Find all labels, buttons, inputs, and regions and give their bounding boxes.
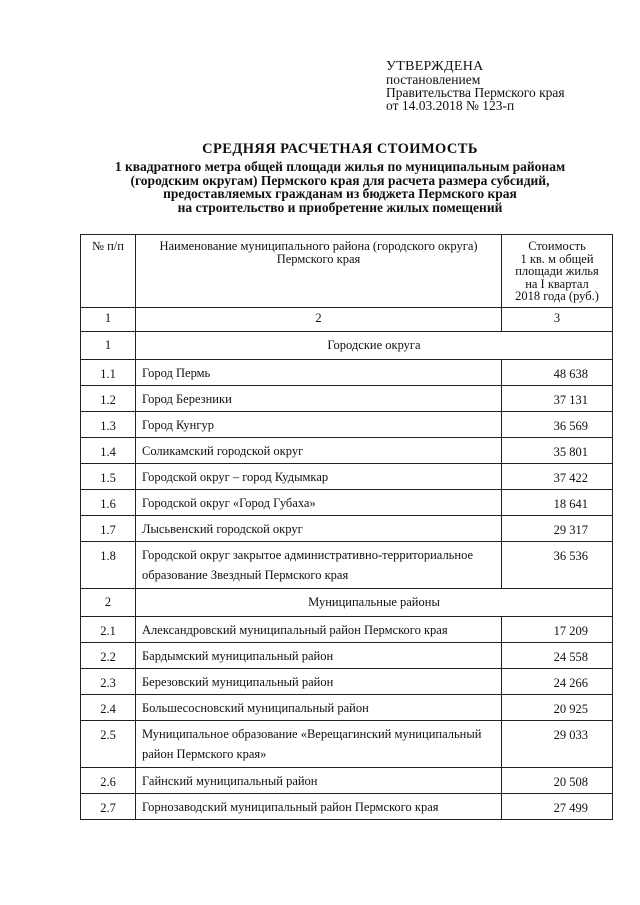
cost-table bbox=[80, 234, 613, 820]
row-name: Город Кунгур bbox=[136, 411, 502, 437]
row-value: 36 536 bbox=[502, 541, 613, 588]
row-name: Город Пермь bbox=[136, 359, 502, 385]
document-title: СРЕДНЯЯ РАСЧЕТНАЯ СТОИМОСТЬ bbox=[202, 141, 478, 157]
subtitle-line: 1 квадратного метра общей площади жилья по муниципальным районам bbox=[114, 159, 566, 174]
row-value: 37 131 bbox=[502, 385, 613, 411]
row-number: 1.2 bbox=[81, 385, 136, 411]
row-value: 24 558 bbox=[502, 642, 613, 668]
row-value: 36 569 bbox=[502, 411, 613, 437]
table-row bbox=[81, 541, 613, 588]
approval-line: постановлением bbox=[386, 72, 481, 87]
header-value-line: Стоимость bbox=[528, 239, 586, 253]
approval-line: Правительства Пермского края bbox=[386, 85, 565, 100]
row-value: 37 422 bbox=[502, 463, 613, 489]
column-number: 3 bbox=[502, 307, 613, 331]
row-number: 2.5 bbox=[81, 720, 136, 767]
row-value: 27 499 bbox=[502, 793, 613, 819]
section-row bbox=[81, 588, 613, 616]
table-row bbox=[81, 616, 613, 642]
row-value: 20 508 bbox=[502, 767, 613, 793]
table-row bbox=[81, 720, 613, 767]
row-name: Городской округ закрытое административно-территориальное образование Звездный Пермского края bbox=[136, 541, 502, 588]
row-number: 1.6 bbox=[81, 489, 136, 515]
row-number: 2.1 bbox=[81, 616, 136, 642]
row-number: 1.8 bbox=[81, 541, 136, 588]
table-row bbox=[81, 694, 613, 720]
row-value: 20 925 bbox=[502, 694, 613, 720]
table-row bbox=[81, 515, 613, 541]
row-number: 2.6 bbox=[81, 767, 136, 793]
table-row bbox=[81, 489, 613, 515]
table-row bbox=[81, 793, 613, 819]
table-row bbox=[81, 463, 613, 489]
subtitle-line: предоставляемых гражданам из бюджета Пермского края bbox=[163, 186, 517, 201]
row-name: Большесосновский муниципальный район bbox=[136, 694, 502, 720]
row-name: Муниципальное образование «Верещагинский муниципальный район Пермского края» bbox=[136, 720, 502, 767]
row-value: 17 209 bbox=[502, 616, 613, 642]
row-name: Соликамский городской округ bbox=[136, 437, 502, 463]
header-value-line: 1 кв. м общей bbox=[520, 251, 594, 266]
row-value: 35 801 bbox=[502, 437, 613, 463]
table-row bbox=[81, 668, 613, 694]
approval-stamp bbox=[386, 60, 626, 112]
row-value: 48 638 bbox=[502, 359, 613, 385]
row-name: Город Березники bbox=[136, 385, 502, 411]
table-row bbox=[81, 385, 613, 411]
row-value: 29 033 bbox=[502, 720, 613, 767]
table-row bbox=[81, 411, 613, 437]
row-name: Бардымский муниципальный район bbox=[136, 642, 502, 668]
row-number: 2.4 bbox=[81, 694, 136, 720]
section-number: 1 bbox=[81, 331, 136, 359]
row-name: Горнозаводский муниципальный район Пермского края bbox=[136, 793, 502, 819]
row-value: 29 317 bbox=[502, 515, 613, 541]
row-name: Александровский муниципальный район Пермского края bbox=[136, 616, 502, 642]
table-body bbox=[81, 307, 613, 819]
table-row bbox=[81, 767, 613, 793]
row-number: 2.7 bbox=[81, 793, 136, 819]
row-name: Гайнский муниципальный район bbox=[136, 767, 502, 793]
header-value-line: 2018 года (руб.) bbox=[515, 289, 599, 303]
row-number: 1.3 bbox=[81, 411, 136, 437]
row-name: Березовский муниципальный район bbox=[136, 668, 502, 694]
header-num: № п/п bbox=[81, 235, 136, 308]
row-number: 2.3 bbox=[81, 668, 136, 694]
table-row bbox=[81, 359, 613, 385]
header-value-line: площади жилья bbox=[515, 264, 599, 278]
column-number: 1 bbox=[81, 307, 136, 331]
header-value bbox=[502, 235, 613, 308]
header-value-line: на I квартал bbox=[525, 276, 589, 291]
row-number: 1.1 bbox=[81, 359, 136, 385]
column-number: 2 bbox=[136, 307, 502, 331]
row-value: 24 266 bbox=[502, 668, 613, 694]
row-name: Городской округ – город Кудымкар bbox=[136, 463, 502, 489]
document-subtitle bbox=[60, 160, 620, 214]
row-number: 1.5 bbox=[81, 463, 136, 489]
section-title: Муниципальные районы bbox=[136, 588, 613, 616]
approval-date: от 14.03.2018 № 123-п bbox=[386, 98, 515, 113]
column-numbers-row bbox=[81, 307, 613, 331]
row-name: Лысьвенский городской округ bbox=[136, 515, 502, 541]
header-name: Наименование муниципального района (городского округа) Пермского края bbox=[136, 235, 502, 308]
approval-title: УТВЕРЖДЕНА bbox=[386, 59, 484, 74]
row-number: 1.4 bbox=[81, 437, 136, 463]
section-number: 2 bbox=[81, 588, 136, 616]
table-row bbox=[81, 642, 613, 668]
table-row bbox=[81, 437, 613, 463]
subtitle-line: (городским округам) Пермского края для расчета размера субсидий, bbox=[130, 172, 550, 188]
row-number: 1.7 bbox=[81, 515, 136, 541]
row-name: Городской округ «Город Губаха» bbox=[136, 489, 502, 515]
section-title: Городские округа bbox=[136, 331, 613, 359]
subtitle-line: на строительство и приобретение жилых помещений bbox=[177, 199, 503, 215]
row-number: 2.2 bbox=[81, 642, 136, 668]
section-row bbox=[81, 331, 613, 359]
row-value: 18 641 bbox=[502, 489, 613, 515]
